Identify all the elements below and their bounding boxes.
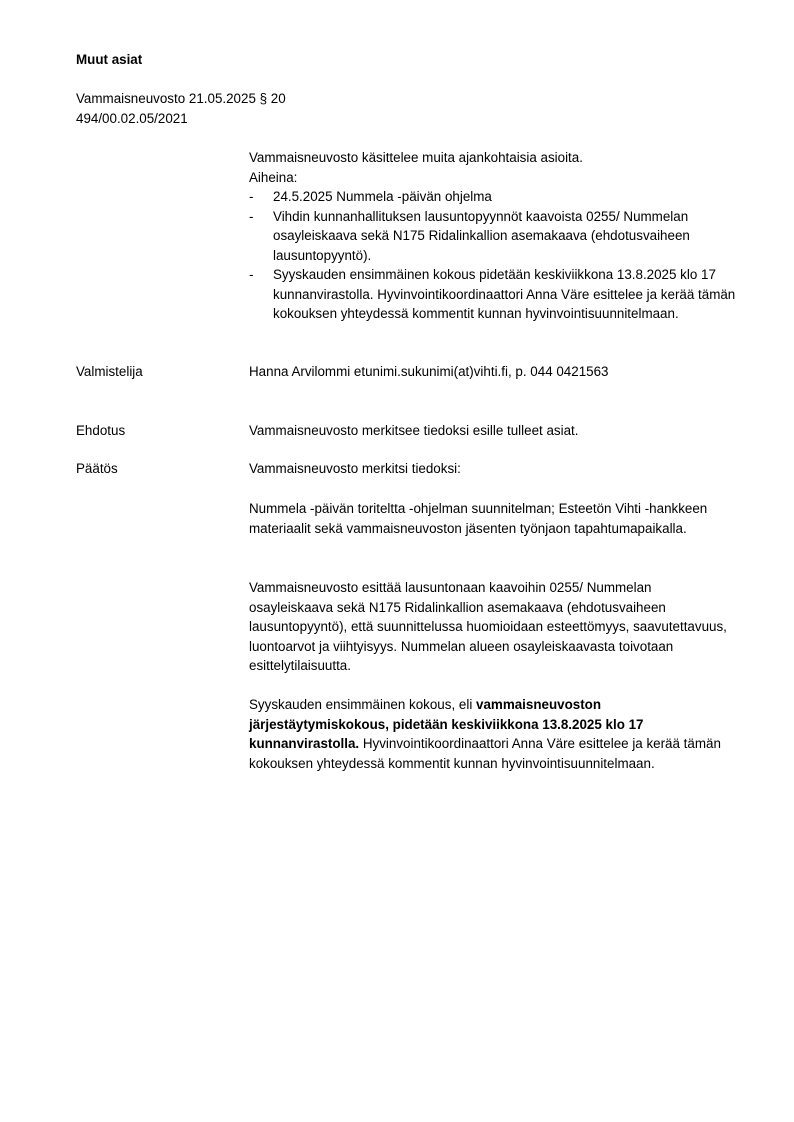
decision-paragraph-1 [249, 499, 729, 538]
proposal-value: Vammaisneuvosto merkitsee tiedoksi esille tulleet asiat. [249, 423, 579, 438]
list-item [249, 187, 749, 207]
decision-paragraph-3 [249, 695, 729, 773]
bullet-dash: - [249, 208, 254, 224]
preparer-value: Hanna Arvilommi etunimi.sukunimi(at)vihti.fi, p. 044 0421563 [249, 364, 609, 379]
decision-text [249, 695, 729, 773]
case-number: 494/00.02.05/2021 [76, 110, 188, 126]
list-item [249, 207, 749, 266]
list-item [249, 265, 749, 324]
decision-text: Nummela -päivän toriteltta -ohjelman suunnitelman; Esteetön Vihti -hankkeen materiaalit sekä vammaisneuvoston jäsenten työnjaon tapahtumapaikalla. [249, 501, 708, 536]
intro-line: Vammaisneuvosto käsittelee muita ajankohtaisia asioita. [249, 150, 583, 165]
intro-section [249, 148, 749, 324]
list-item-text: Syyskauden ensimmäinen kokous pidetään keskiviikkona 13.8.2025 klo 17 kunnanvirastolla. Hyvinvointikoordinaattori Anna Väre esittelee ja kerää tämän kokouksen yhteydessä kommentit kunnan hyvinvointisuunnitelmaan. [273, 267, 736, 321]
decision-label: Päätös [76, 461, 118, 476]
bullet-dash: - [249, 267, 254, 282]
decision-intro: Vammaisneuvosto merkitsi tiedoksi: [249, 461, 461, 476]
section-heading: Muut asiat [76, 52, 143, 67]
bullet-dash: - [249, 189, 254, 204]
proposal-label: Ehdotus [76, 423, 126, 438]
meeting-meta [76, 89, 286, 128]
decision-paragraph-2 [249, 578, 729, 676]
meeting-reference: Vammaisneuvosto 21.05.2025 § 20 [76, 91, 286, 106]
decision-text-end: Hyvinvointikoordinaattori Anna Väre esittelee ja kerää tämän kokouksen yhteydessä kommentit kunnan hyvinvointisuunnitelmaan. [249, 736, 721, 771]
decision-text-bold: vammaisneuvoston järjestäytymiskokous, pidetään keskiviikkona 13.8.2025 klo 17 kunnanvirastolla. [249, 697, 644, 751]
topics-list [249, 187, 749, 324]
preparer-label: Valmistelija [76, 364, 143, 379]
topics-label: Aiheina: [249, 169, 298, 185]
list-item-text: Vihdin kunnanhallituksen lausuntopyynnöt kaavoista 0255/ Nummelan osayleiskaava sekä N175 Ridalinkallion asemakaava (ehdotusvaiheen lausuntopyyntö). [273, 208, 690, 263]
list-item-text: 24.5.2025 Nummela -päivän ohjelma [273, 189, 492, 204]
decision-text: Vammaisneuvosto esittää lausuntonaan kaavoihin 0255/ Nummelan osayleiskaava sekä N175 Ridalinkallion asemakaava (ehdotusvaiheen lausuntopyyntö), että suunnittelussa huomioidaan esteettömyys, saavutettavuus, luontoarvot ja viihtyisyys. Nummelan alueen osayleiskaavasta toivotaan esittelytilaisuutta. [249, 580, 727, 673]
decision-text-start: Syyskauden ensimmäinen kokous, eli [249, 697, 477, 712]
